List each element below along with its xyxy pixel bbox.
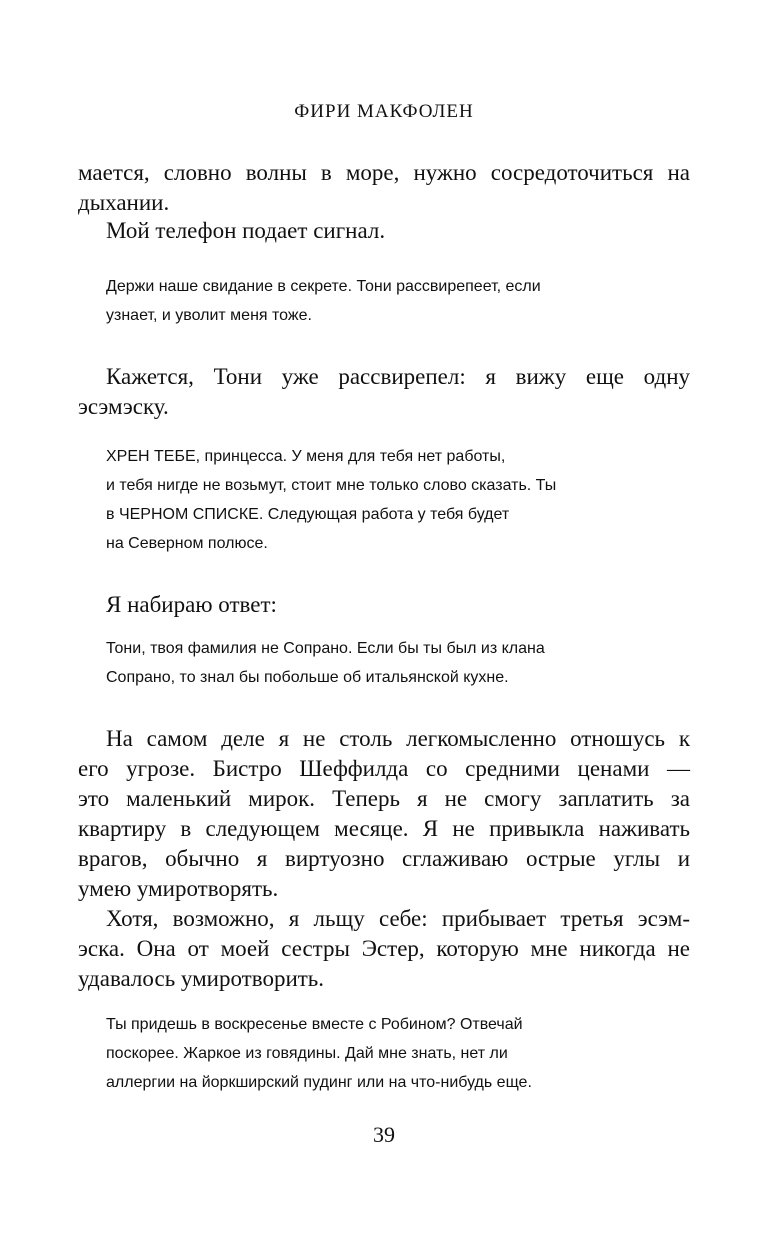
text-line: квартиру в следующем месяце. Я не привыкла наживать — [78, 816, 690, 841]
text-line: дыхании. — [78, 190, 170, 215]
text-line: эсэмэску. — [78, 394, 169, 419]
text-line: Хотя, возможно, я льщу себе: прибывает третья эсэм- — [106, 906, 690, 931]
paragraph-2: Мой телефон подает сигнал. — [106, 218, 386, 243]
paragraph-3 — [78, 362, 690, 422]
message-line: на Северном полюсе. — [106, 535, 268, 552]
paragraph-6 — [78, 904, 690, 994]
message-line: узнает, и уволит меня тоже. — [106, 307, 312, 324]
text-line: На самом деле я не столь легкомысленно отношусь к — [106, 726, 690, 751]
text-line: эска. Она от моей сестры Эстер, которую мне никогда не — [78, 936, 690, 961]
message-line: аллергии на йоркширский пудинг или на что-нибудь еще. — [106, 1074, 532, 1091]
text-line: умею умиротворять. — [78, 876, 279, 901]
paragraph-1 — [78, 158, 690, 218]
text-line: это маленький мирок. Теперь я не смогу заплатить за — [78, 786, 690, 811]
message-line: Тони, твоя фамилия не Сопрано. Если бы ты был из клана — [106, 640, 545, 657]
text-message-3 — [106, 634, 666, 692]
running-header: ФИРИ МАКФОЛЕН — [294, 101, 474, 122]
message-line: ХРЕН ТЕБЕ, принцесса. У меня для тебя нет работы, — [106, 448, 506, 465]
message-line: в ЧЕРНОМ СПИСКЕ. Следующая работа у тебя будет — [106, 506, 510, 523]
message-line: и тебя нигде не возьмут, стоит мне только слово сказать. Ты — [106, 477, 557, 494]
paragraph-4: Я набираю ответ: — [106, 592, 277, 617]
message-line: Ты придешь в воскресенье вместе с Робином? Отвечай — [106, 1016, 523, 1033]
text-line: удавалось умиротворить. — [78, 966, 325, 991]
message-line: Сопрано, то знал бы побольше об итальянской кухне. — [106, 669, 509, 686]
text-line: Кажется, Тони уже рассвирепел: я вижу еще одну — [106, 364, 690, 389]
message-line: Держи наше свидание в секрете. Тони рассвирепеет, если — [106, 278, 541, 295]
text-message-2 — [106, 442, 666, 558]
text-line: врагов, обычно я виртуозно сглаживаю острые углы и — [78, 846, 690, 871]
message-line: поскорее. Жаркое из говядины. Дай мне знать, нет ли — [106, 1045, 508, 1062]
page-number: 39 — [373, 1122, 395, 1147]
text-message-4 — [106, 1010, 666, 1097]
paragraph-5 — [78, 724, 690, 904]
text-line: его угрозе. Бистро Шеффилда со средними ценами — — [78, 756, 690, 781]
text-message-1 — [106, 272, 666, 330]
text-line: мается, словно волны в море, нужно сосредоточиться на — [78, 160, 690, 185]
